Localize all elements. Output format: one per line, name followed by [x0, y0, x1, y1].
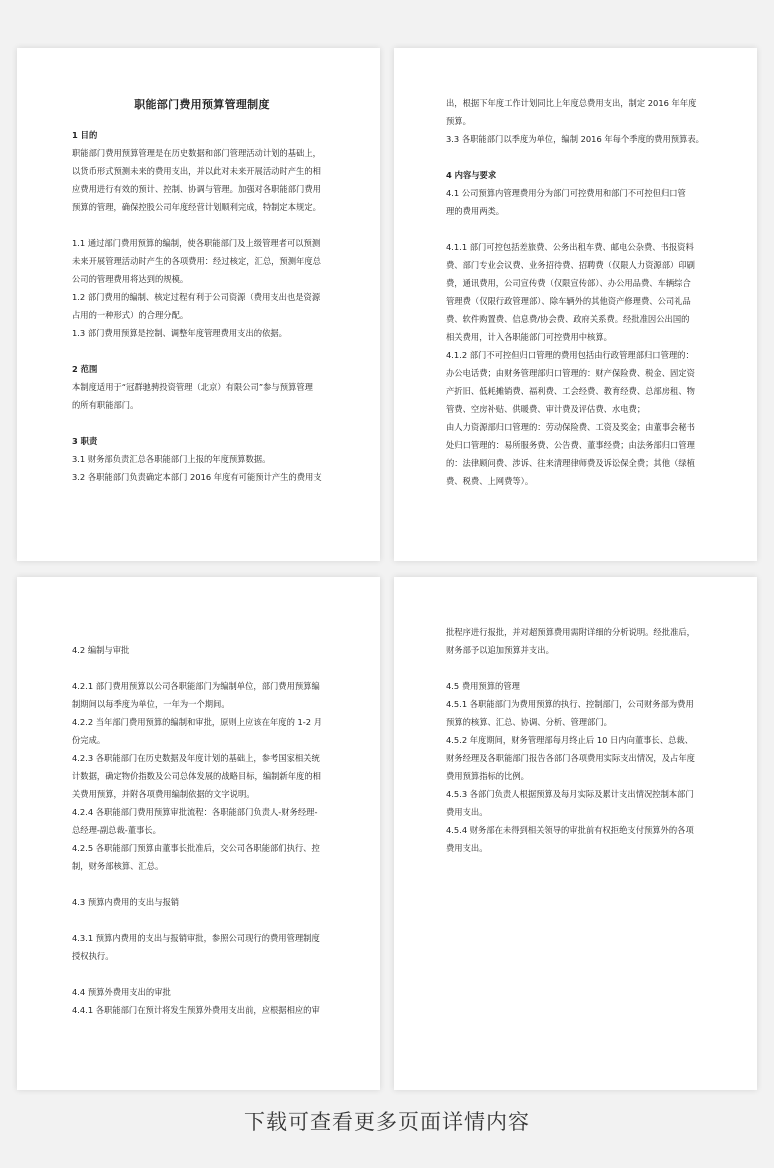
document-title: 职能部门费用预算管理制度 — [134, 98, 270, 111]
text-line — [72, 965, 334, 983]
text-line: 总经理-副总裁-董事长。 — [72, 825, 161, 835]
text-line: 4.3 预算内费用的支出与报销 — [72, 897, 180, 907]
text-line: 占用的一种形式）的合理分配。 — [72, 310, 189, 320]
text-line: 以货币形式预测未来的费用支出，并以此对未来开展活动时产生的相 — [72, 166, 321, 176]
text-line — [72, 911, 334, 929]
text-line — [446, 148, 707, 166]
text-line — [72, 659, 334, 677]
text-line: 4.5.3 各部门负责人根据预算及每月实际及累计支出情况控制本部门 — [446, 789, 694, 799]
text-line: 批程序进行报批，并对超预算费用需附详细的分析说明。经批准后， — [446, 627, 695, 637]
text-line — [446, 659, 707, 677]
text-line: 授权执行。 — [72, 951, 114, 961]
text-line — [446, 220, 707, 238]
text-line: 3.3 各职能部门以季度为单位，编制 2016 年每个季度的费用预算表。 — [446, 134, 704, 144]
text-line: 费、税费、上网费等）。 — [446, 476, 534, 486]
section-heading: 3 职责 — [72, 436, 98, 446]
text-line: 4.1.2 部门不可控但归口管理的费用包括由行政管理部归口管理的： — [446, 350, 694, 360]
text-line: 费用预算指标的比例。 — [446, 771, 529, 781]
text-line: 4.2 编制与审批 — [72, 645, 130, 655]
text-line: 份完成。 — [72, 735, 106, 745]
text-line: 预算的核算、汇总、协调、分析、管理部门。 — [446, 717, 612, 727]
page-body — [72, 126, 332, 486]
text-line: 费，通讯费用，公司宣传费（仅限宣传部）、办公用品费、车辆综合 — [446, 278, 691, 288]
text-line: 1.3 部门费用预算是控制、调整年度管理费用支出的依据。 — [72, 328, 287, 338]
text-line — [72, 342, 332, 360]
text-line: 本制度适用于“冠群驰骋投资管理（北京）有限公司”参与预算管理 — [72, 382, 313, 392]
section-heading: 2 范围 — [72, 364, 98, 374]
text-line: 制，财务部核算、汇总。 — [72, 861, 164, 871]
document-page-1 — [17, 48, 380, 561]
text-line: 职能部门费用预算管理是在历史数据和部门管理活动计划的基础上， — [72, 148, 321, 158]
text-line — [72, 216, 332, 234]
text-line: 关费用预算，并附各项费用编制依据的文字说明。 — [72, 789, 255, 799]
text-line: 费用支出。 — [446, 807, 488, 817]
text-line: 的所有职能部门。 — [72, 400, 139, 410]
text-line: 4.2.4 各职能部门费用预算审批流程：各职能部门负责人-财务经理- — [72, 807, 318, 817]
text-line: 制期间以每季度为单位，一年为一个期间。 — [72, 699, 230, 709]
text-line: 4.4 预算外费用支出的审批 — [72, 987, 171, 997]
text-line: 应费用进行有效的预计、控制、协调与管理。加强对各职能部门费用 — [72, 184, 321, 194]
text-line: 费、软件购置费、信息费/协会费、政府关系费。经批准因公出国的 — [446, 314, 690, 324]
text-line: 1.1 通过部门费用预算的编制，使各职能部门及上级管理者可以预测 — [72, 238, 321, 248]
document-page-2 — [394, 48, 757, 561]
text-line: 4.5.1 各职能部门为费用预算的执行、控制部门，公司财务部为费用 — [446, 699, 694, 709]
text-line: 4.2.2 当年部门费用预算的编制和审批，原则上应该在年度的 1-2 月 — [72, 717, 322, 727]
page-body — [446, 94, 707, 490]
text-line: 由人力资源部归口管理的：劳动保险费、工资及奖金；由董事会秘书 — [446, 422, 695, 432]
text-line: 4.5.2 年度期间，财务管理部每月终止后 10 日内向董事长、总裁、 — [446, 735, 694, 745]
text-line: 4.5.4 财务部在未得到相关领导的审批前有权拒绝支付预算外的各项 — [446, 825, 694, 835]
text-line: 费、部门专业会议费、业务招待费、招聘费（仅限人力资源部）印刷 — [446, 260, 695, 270]
text-line: 出，根据下年度工作计划同比上年度总费用支出，制定 2016 年年度 — [446, 98, 697, 108]
text-line: 3.2 各职能部门负责确定本部门 2016 年度有可能预计产生的费用支 — [72, 472, 322, 482]
text-line: 3.1 财务部负责汇总各职能部门上报的年度预算数据。 — [72, 454, 271, 464]
text-line: 4.2.5 各职能部门预算由董事长批准后，交公司各职能部们执行、控 — [72, 843, 320, 853]
text-line: 管理费（仅限行政管理部）、除车辆外的其他资产修理费、公司礼品 — [446, 296, 691, 306]
section-heading: 1 目的 — [72, 130, 98, 140]
page-body — [72, 641, 334, 1019]
text-line: 办公电话费；由财务管理部归口管理的：财产保险费、税金、固定资 — [446, 368, 695, 378]
text-line: 管费、空房补贴、供暖费、审计费及评估费、水电费； — [446, 404, 646, 414]
text-line: 4.4.1 各职能部门在预计将发生预算外费用支出前，应根据相应的审 — [72, 1005, 320, 1015]
text-line: 1.2 部门费用的编制、核定过程有利于公司资源（费用支出也是资源 — [72, 292, 321, 302]
text-line: 4.2.3 各职能部门在历史数据及年度计划的基础上，参考国家相关统 — [72, 753, 320, 763]
text-line: 4.1.1 部门可控包括差旅费、公务出租车费、邮电公杂费、书报资料 — [446, 242, 694, 252]
text-line: 财务部予以追加预算并支出。 — [446, 645, 554, 655]
text-line: 预算的管理，确保控股公司年度经营计划顺利完成，特制定本规定。 — [72, 202, 321, 212]
text-line: 4.2.1 部门费用预算以公司各职能部门为编制单位，部门费用预算编 — [72, 681, 320, 691]
text-line: 理的费用两类。 — [446, 206, 505, 216]
text-line: 公司的管理费用将达到的规模。 — [72, 274, 189, 284]
text-line: 4.1 公司预算内管理费用分为部门可控费用和部门不可控但归口管 — [446, 188, 686, 198]
text-line: 的：法律顾问费、涉诉、往来清理律师费及诉讼保全费；其他（绿植 — [446, 458, 695, 468]
text-line: 产折旧、低耗摊销费、福利费、工会经费、教育经费、总部房租、物 — [446, 386, 695, 396]
text-line: 预算。 — [446, 116, 471, 126]
download-more-footer[interactable]: 下载可查看更多页面详情内容 — [244, 1110, 530, 1134]
document-page-4 — [394, 577, 757, 1090]
text-line: 费用支出。 — [446, 843, 488, 853]
text-line: 计数据，确定物价指数及公司总体发展的战略目标，编制新年度的相 — [72, 771, 321, 781]
text-line — [72, 875, 334, 893]
section-heading: 4 内容与要求 — [446, 170, 497, 180]
document-page-3 — [17, 577, 380, 1090]
text-line: 处归口管理的：易所服务费、公告费、董事经费；由法务部归口管理 — [446, 440, 695, 450]
text-line: 4.3.1 预算内费用的支出与报销审批，参照公司现行的费用管理制度 — [72, 933, 320, 943]
text-line — [72, 414, 332, 432]
text-line: 未来开展管理活动时产生的各项费用：经过核定，汇总，预测年度总 — [72, 256, 321, 266]
text-line: 财务经理及各职能部门报告各部门各项费用实际支出情况，及占年度 — [446, 753, 695, 763]
page-body — [446, 623, 707, 857]
text-line: 4.5 费用预算的管理 — [446, 681, 520, 691]
text-line: 相关费用，计入各职能部门可控费用中核算。 — [446, 332, 612, 342]
